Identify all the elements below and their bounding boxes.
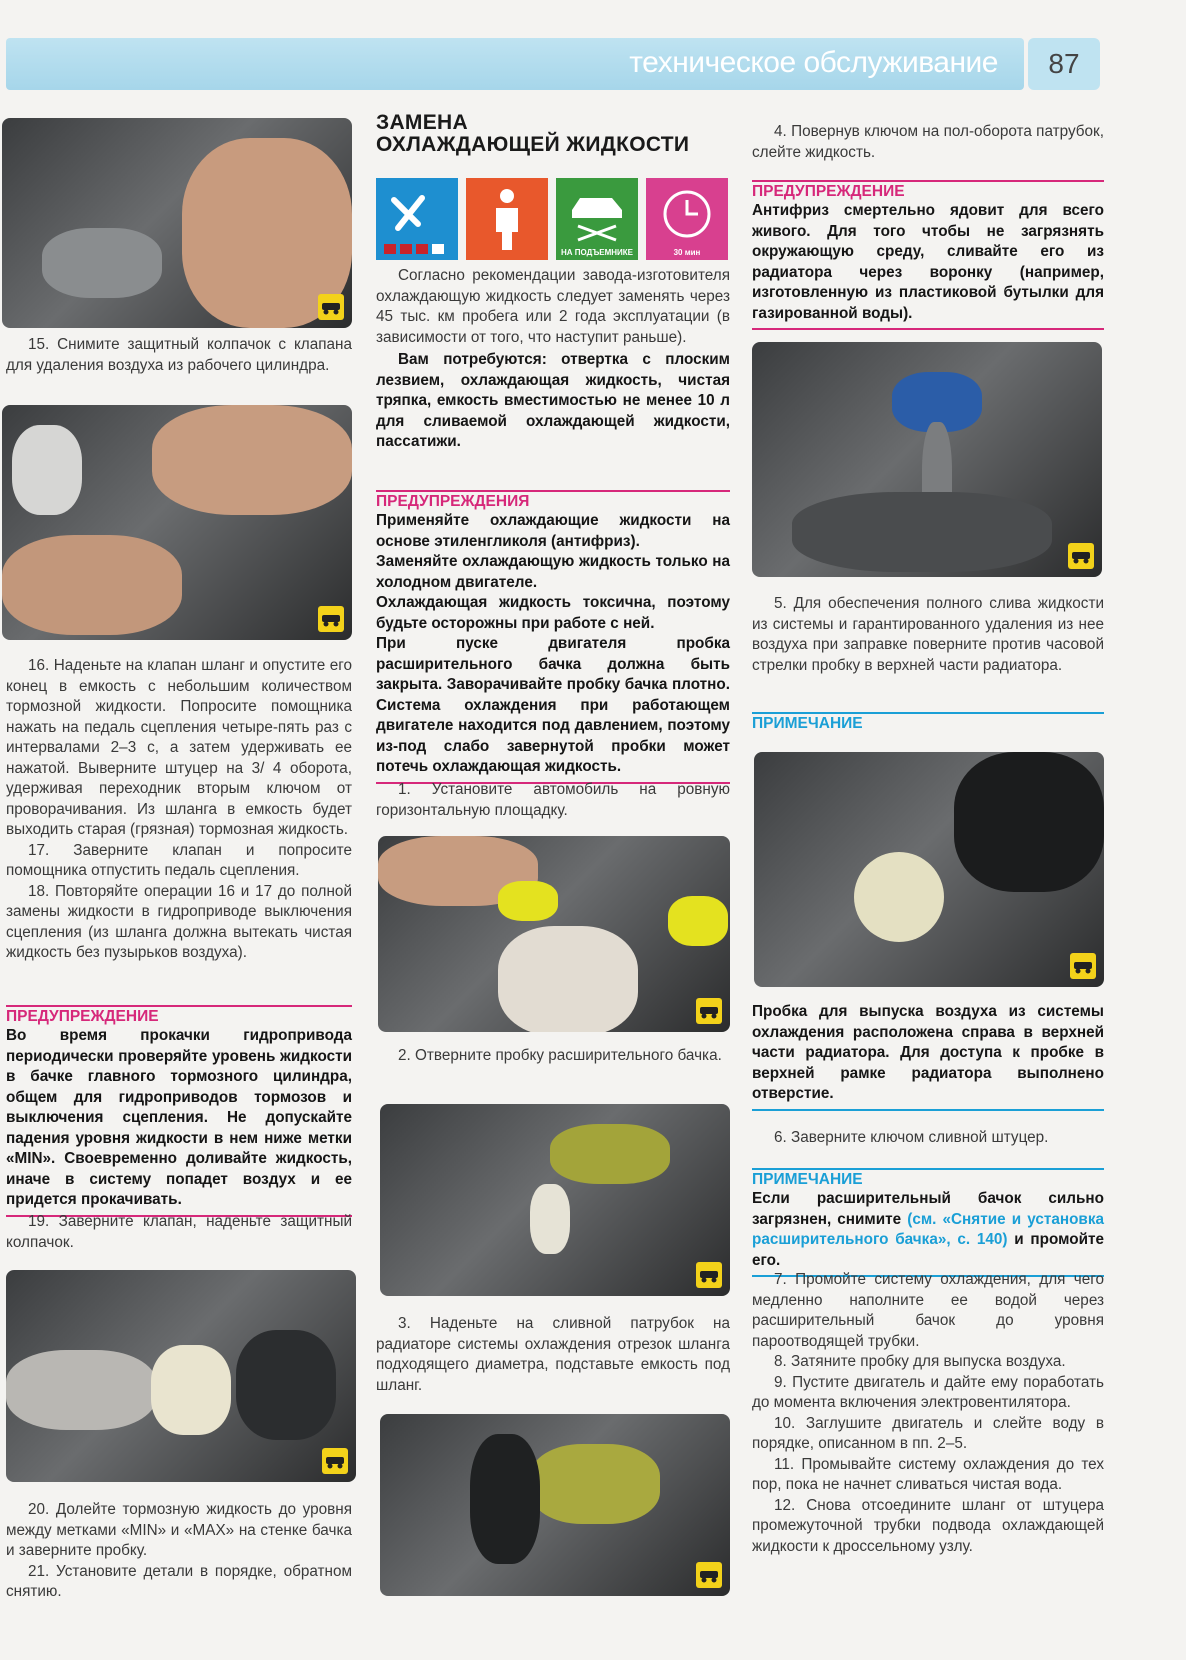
section-title-line2: ОХЛАЖДАЮЩЕЙ ЖИДКОСТИ <box>376 133 690 156</box>
step-7-text: 7. Промойте систему охлаждения, для чего медленно наполните ее водой через расширительный бачок до уровня пароотводящей трубки. <box>752 1271 1104 1350</box>
photo-bleed-valve-cap <box>2 118 352 328</box>
note-title: ПРИМЕЧАНИЕ <box>752 1168 1104 1189</box>
lift-required-icon <box>696 1562 722 1588</box>
person-icon <box>466 178 548 260</box>
cross-reference-link[interactable]: (см. «Снятие и установка расширительного бачка», с. 140) <box>752 1210 1104 1248</box>
step-3-text: 3. Наденьте на сливной патрубок на радиаторе системы охлаждения отрезок шланга подходящего диаметра, подставьте емкость под шланг. <box>376 1315 730 1394</box>
step-17-text: 17. Заверните клапан и попросите помощника отпустить педаль сцепления. <box>6 841 352 879</box>
page-header-bar <box>6 38 1024 90</box>
icon-label: 30 мин <box>673 248 701 257</box>
icon-label: НА ПОДЪЕМНИКЕ <box>560 248 634 257</box>
warning-3: Охлаждающая жидкость токсична, поэтому будьте осторожны при работе с ней. <box>376 594 730 632</box>
step-11-text: 11. Промывайте систему охлаждения до тех пор, пока не начнет сливаться чистая вода. <box>752 1455 1104 1493</box>
middle-warnings-box <box>376 490 730 784</box>
photo-expansion-tank-cap <box>378 836 730 1032</box>
lift-required-icon <box>318 606 344 632</box>
lift-required-icon <box>696 1262 722 1288</box>
step-12-text: 12. Снова отсоедините шланг от штуцера промежуточной трубки подвода охлаждающей жидкости к дроссельному узлу. <box>752 1496 1104 1555</box>
step-1-text: 1. Установите автомобиль на ровную горизонтальную площадку. <box>376 781 730 819</box>
step-15-text: 15. Снимите защитный колпачок с клапана для удаления воздуха из рабочего цилиндра. <box>6 336 352 374</box>
step-21-text: 21. Установите детали в порядке, обратном снятию. <box>6 1562 352 1600</box>
step-16-text: 16. Наденьте на клапан шланг и опустите его конец в емкость с небольшим количеством тормозной жидкости. Попросите помощника нажать на педаль сцепления четыре-пять раз с интервалами 2–3 с, а затем удерживать ее нажатой. Выверните штуцер на 3/ 4 оборота, удерживая переходник вторым ключом от проворачивания. Из шланга в емкость будет выходить старая (грязная) тормозная жидкость. <box>6 657 352 838</box>
lift-required-icon <box>696 998 722 1024</box>
car-lift-icon <box>556 178 638 260</box>
warning-1: Применяйте охлаждающие жидкости на основе этиленгликоля (антифриз). <box>376 512 730 550</box>
warning-title: ПРЕДУПРЕЖДЕНИЕ <box>752 180 1104 201</box>
photo-drain-hose <box>380 1104 730 1296</box>
photo-brake-fluid-topup <box>6 1270 356 1482</box>
photo-wrench-on-fitting <box>2 405 352 640</box>
note-title: ПРИМЕЧАНИЕ <box>752 712 1104 733</box>
photo-radiator-drain-screwdriver <box>752 342 1102 577</box>
photo-radiator-hose <box>380 1414 730 1596</box>
lift-required-icon <box>318 294 344 320</box>
warnings-title: ПРЕДУПРЕЖДЕНИЯ <box>376 490 730 511</box>
right-warning-box <box>752 180 1104 330</box>
lift-required-icon <box>322 1448 348 1474</box>
step-8-text: 8. Затяните пробку для выпуска воздуха. <box>774 1353 1066 1370</box>
note-2-post: и промойте его. <box>752 1231 1104 1269</box>
warning-title: ПРЕДУПРЕЖДЕНИЕ <box>6 1005 352 1026</box>
step-9-text: 9. Пустите двигатель и дайте ему поработать до момента включения электровентилятора. <box>752 1373 1104 1411</box>
left-warning-box <box>6 1005 352 1217</box>
step-19-text: 19. Заверните клапан, наденьте защитный колпачок. <box>6 1213 352 1251</box>
step-5-text: 5. Для обеспечения полного слива жидкости из системы и гарантированного удаления из нее воздуха при заправке поверните против часовой стрелки пробку в верхней части радиатора. <box>752 595 1104 674</box>
lift-required-icon <box>1070 953 1096 979</box>
step-4-text: 4. Повернув ключом на пол-оборота патрубок, слейте жидкость. <box>752 123 1104 161</box>
section-title-line1: ЗАМЕНА <box>376 111 468 134</box>
warning-text: Антифриз смертельно ядовит для всего живого. Для того чтобы не загрязнять окружающую среду, сливайте его из радиатора через воронку (например, изготовленную из пластиковой бутылки для газированной воды). <box>752 201 1104 330</box>
right-note-box-2 <box>752 1168 1104 1277</box>
lift-required-icon <box>1068 543 1094 569</box>
page-number: 87 <box>1028 38 1100 90</box>
clock-icon <box>646 178 728 260</box>
wrench-difficulty-icon <box>376 178 458 260</box>
tools-text: Вам потребуются: отвертка с плоским лезвием, охлаждающая жидкость, чистая тряпка, емкость вместимостью не менее 10 л для сливаемой охлаждающей жидкости, пассатижи. <box>376 351 730 450</box>
warning-2: Заменяйте охлаждающую жидкость только на холодном двигателе. <box>376 553 730 591</box>
step-18-text: 18. Повторяйте операции 16 и 17 до полной замены жидкости в гидроприводе выключения сцепления (из шланга должна вытекать чистая жидкость без пузырьков воздуха). <box>6 882 352 961</box>
intro-text: Согласно рекомендации завода-изготовителя охлаждающую жидкость следует заменять через 45 тыс. км пробега или 2 года эксплуатации (в зависимости от того, что наступит раньше). <box>376 267 730 346</box>
running-header-title: техническое обслуживание <box>629 46 998 79</box>
warning-4: При пуске двигателя пробка расширительного бачка должна быть закрыта. Заворачивайте пробку бачка плотно. Система охлаждения при работающем двигателе находится под давлением, поэтому из-под слабо завернутой пробки может потечь охлаждающая жидкость. <box>376 634 730 784</box>
step-2-text: 2. Отверните пробку расширительного бачка. <box>398 1047 722 1064</box>
photo-air-bleed-plug <box>754 752 1104 987</box>
right-note-box-1 <box>752 712 1104 733</box>
note-2-pre: Если расширительный бачок сильно загрязнен, снимите <box>752 1190 1104 1228</box>
step-6-text: 6. Заверните ключом сливной штуцер. <box>774 1129 1049 1146</box>
step-20-text: 20. Долейте тормозную жидкость до уровня между метками «MIN» и «MAX» на стенке бачка и заверните пробку. <box>6 1501 352 1559</box>
step-10-text: 10. Заглушите двигатель и слейте воду в порядке, описанном в пп. 2–5. <box>752 1414 1104 1452</box>
note-1-text: Пробка для выпуска воздуха из системы охлаждения расположена справа в верхней части радиатора. Для доступа к пробке в верхней рамке радиатора выполнено отверстие. <box>752 1002 1104 1111</box>
warning-text: Во время прокачки гидропривода периодически проверяйте уровень жидкости в бачке главного тормозного цилиндра, общем для гидроприводов тормозов и выключения сцепления. Не допускайте падения уровня жидкости в нем ниже метки «MIN». Своевременно доливайте жидкость, иначе в систему попадет воздух и ее придется прокачивать. <box>6 1026 352 1217</box>
note-2-text <box>752 1189 1104 1277</box>
